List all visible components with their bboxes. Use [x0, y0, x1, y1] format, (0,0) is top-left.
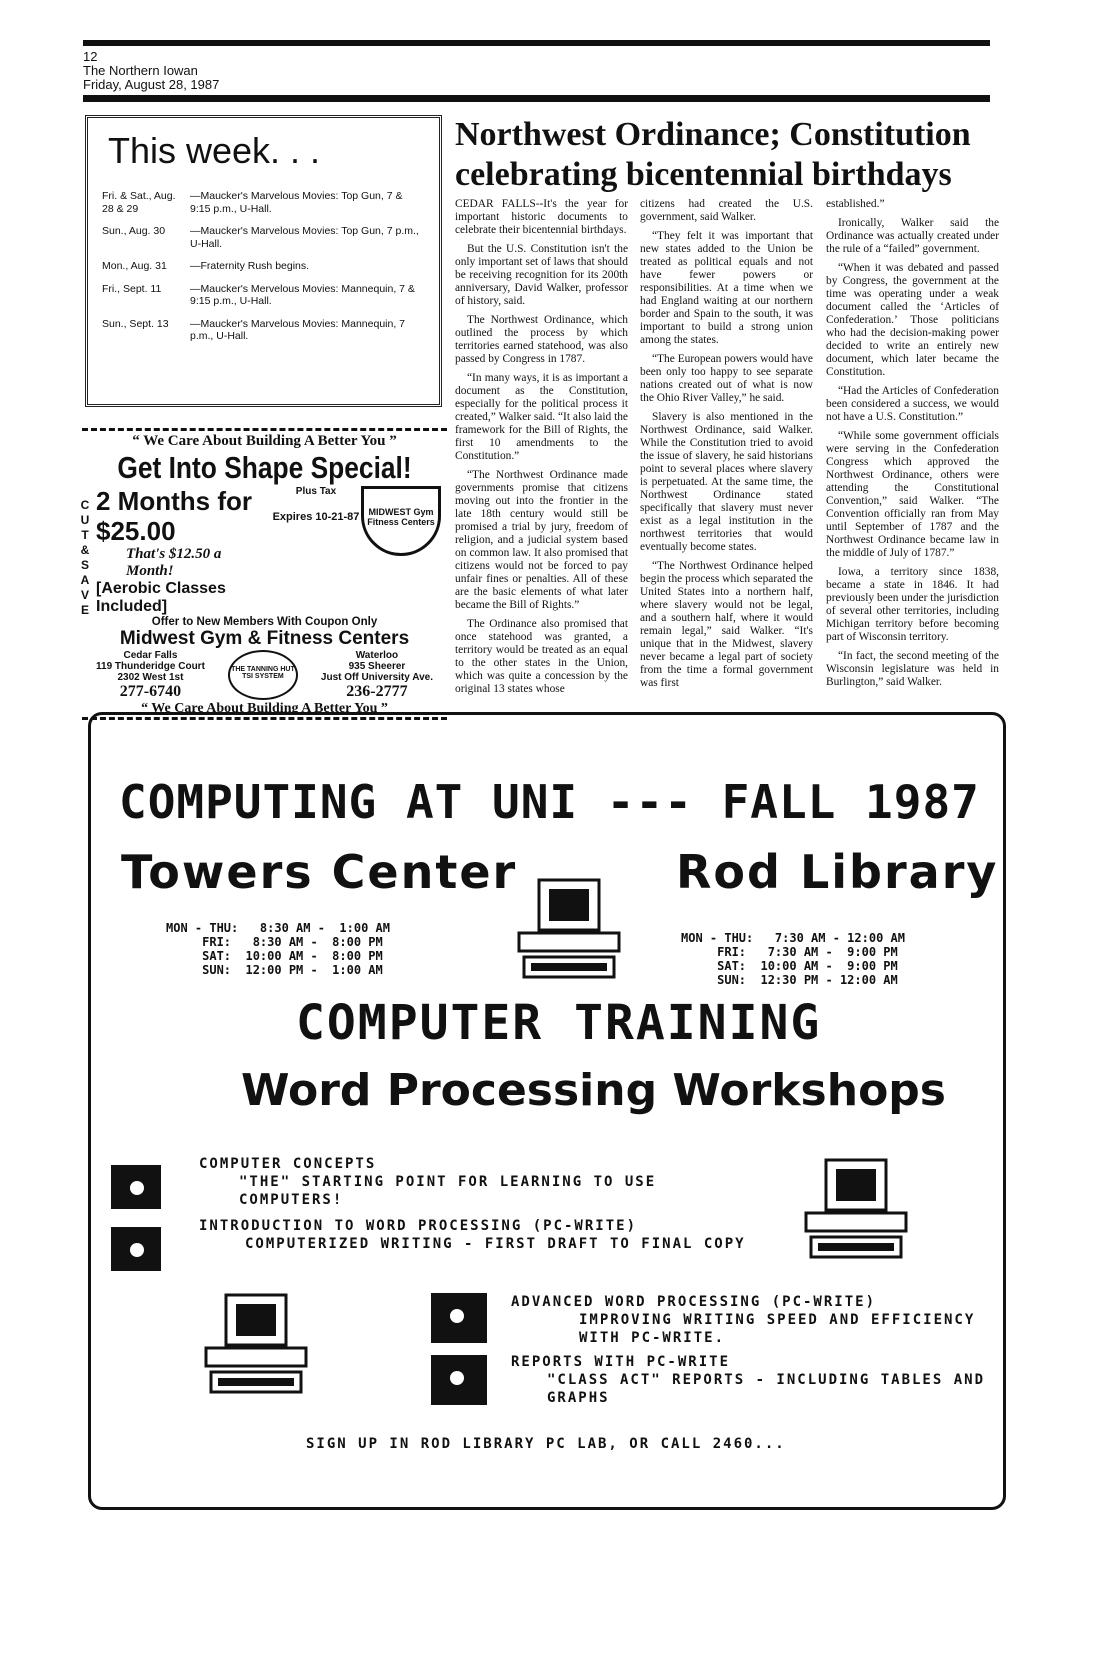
tanning-logo: THE TANNING HUT TSI SYSTEM: [228, 650, 298, 700]
article-paragraph: “The European powers would have been only too happy to see separate nations created out of what is now the Ohio River Valley,” he said.: [640, 353, 813, 404]
article-paragraph: Slavery is also mentioned in the Northwest Ordinance, said Walker. While the Constitution tried to avoid the issue of slavery, he said historians point to several places where slavery is perpetuated. At the same time, the Northwest Ordinance stated specifically that slavery must never exist as a legal institution in the northwest territories that would eventually become states.: [640, 411, 813, 553]
gym-plus-tax: Plus Tax: [295, 486, 337, 497]
course-4-title: REPORTS WITH PC-WRITE: [511, 1354, 731, 1370]
floppy-disk-icon: [431, 1293, 487, 1343]
towers-hours: MON - THU: 8:30 AM - 1:00 AM FRI: 8:30 AM - 8:00 PM SAT: 10:00 AM - 8:00 PM SUN: 12:00 PM - 1:00 AM: [166, 921, 390, 977]
floppy-disk-icon: [431, 1355, 487, 1405]
article-paragraph: “The Northwest Ordinance helped begin the process which separated the United States into a northern half, where slavery would not be legal, and a southern half, where it would remain legal,” said Walker. “It's unique that in the Midwest, slavery never became a legal part of society from the time a formal government was first: [640, 560, 813, 689]
computer-icon: [509, 875, 629, 985]
gym-name: Midwest Gym & Fitness Centers: [119, 628, 410, 649]
waterloo-city: Waterloo: [355, 650, 399, 661]
cedar-falls-addr2: 2302 West 1st: [117, 672, 184, 683]
waterloo-addr1: 935 Sheerer: [348, 661, 406, 672]
event-text: —Maucker's Mervelous Movies: Mannequin, 7 & 9:15 p.m., U-Hall.: [190, 282, 415, 307]
cedar-falls-city: Cedar Falls: [123, 650, 178, 661]
computer-training-title: COMPUTER TRAINING: [296, 995, 822, 1051]
article-paragraph: “The Northwest Ordinance made governments promise that citizens moving out into the frontier in the late 18th century would still be promised a trial by jury, freedom of religion, and a judicial system based on common law. It also promised that citizens would not be forced to pay unfair fines or penalties. All of these are the basic elements of what later became the Bill of Rights.”: [455, 469, 628, 611]
floppy-disk-icon: [111, 1165, 161, 1209]
midwest-logo: MIDWEST Gym Fitness Centers: [361, 486, 441, 556]
article-paragraph: Ironically, Walker said the Ordinance was actually created under the rule of a “failed” government.: [826, 217, 999, 255]
gym-coupon-ad: [80, 428, 447, 716]
article-paragraph: established.”: [826, 198, 885, 210]
article-paragraph: “When it was debated and passed by Congress, the government at the time was operating under a weak document called the ‘Articles of Confederation.’ Those politicians who had the decision-making power decided to write an entirely new document, which later became the Constitution.: [826, 262, 999, 378]
article-paragraph: “In fact, the second meeting of the Wisconsin legislature was held in Burlington,” said Walker.: [826, 650, 999, 688]
this-week-title: This week. . .: [108, 130, 321, 171]
computer-icon: [196, 1290, 316, 1400]
course-3-desc: IMPROVING WRITING SPEED AND EFFICIENCY WITH PC-WRITE.: [579, 1312, 976, 1346]
article-paragraph: “While some government officials were serving in the Confederation Congress which approved the Northwest Ordinance, others were attending the Constitutional Convention,” said Walker. “The Convention officially ran from May until September of 1787 and the Northwest Ordinance became law in the middle of July of 1787.”: [826, 430, 999, 559]
page-number: 12: [83, 49, 98, 64]
gym-headline: Get Into Shape Special!: [117, 450, 412, 485]
article-column-1: [455, 198, 628, 713]
waterloo-phone: 236-2777: [346, 683, 408, 700]
signup-text: SIGN UP IN ROD LIBRARY PC LAB, OR CALL 2460...: [306, 1436, 786, 1452]
course-4-desc: "CLASS ACT" REPORTS - INCLUDING TABLES AND GRAPHS: [547, 1372, 986, 1406]
article-paragraph: “In many ways, it is as important a document as the Constitution, especially for the political process it created,” Walker said. “It also laid the framework for the Bill of Rights, the first 10 amendments to the Constitution.”: [455, 372, 628, 462]
article-column-3: [826, 198, 999, 713]
issue-date: Friday, August 28, 1987: [83, 77, 220, 92]
article-paragraph: “They felt it was important that new states added to the Union be treated as political equals and not have fewer powers or responsibilities. At a time when we had England waiting at our northern border and Spain to the south, it was important to build a strong union among the states.: [640, 230, 813, 346]
event-date: Sun., Aug. 30: [102, 225, 166, 237]
this-week-box: [85, 115, 442, 407]
course-2-title: INTRODUCTION TO WORD PROCESSING (PC-WRITE): [199, 1218, 638, 1234]
gym-aerobic: [Aerobic Classes Included]: [96, 580, 226, 615]
towers-center-title: Towers Center: [121, 845, 518, 899]
event-date: Fri., Sept. 11: [102, 282, 162, 295]
floppy-disk-icon: [111, 1227, 161, 1271]
event-row: [102, 225, 425, 250]
event-text: —Fraternity Rush begins.: [190, 260, 310, 272]
course-1-title: COMPUTER CONCEPTS: [199, 1156, 377, 1172]
event-text: —Maucker's Marvelous Movies: Top Gun, 7 p.m., U-Hall.: [190, 225, 419, 250]
article-paragraph: The Ordinance also promised that once statehood was granted, a territory would be treated as an equal to the other states in the Union, which was quite a concession by the original 13 states whose: [455, 618, 628, 695]
course-3-title: ADVANCED WORD PROCESSING (PC-WRITE): [511, 1294, 877, 1310]
article-paragraph: But the U.S. Constitution isn't the only important set of laws that should be receiving recognition for its 200th anniversary, David Walker, professor of history, said.: [455, 243, 628, 307]
workshops-title: Word Processing Workshops: [241, 1065, 946, 1116]
gym-per-month: That's $12.50 a Month!: [126, 546, 222, 579]
gym-expires: Expires 10-21-87: [272, 511, 360, 523]
article-column-2: [640, 198, 813, 713]
rod-hours: MON - THU: 7:30 AM - 12:00 AM FRI: 7:30 AM - 9:00 PM SAT: 10:00 AM - 9:00 PM SUN: 12:30 PM - 12:00 AM: [681, 931, 905, 987]
article-paragraph: The Northwest Ordinance, which outlined the process by which territories earned statehood, was also passed by Congress in 1787.: [455, 314, 628, 365]
top-rule: [83, 40, 990, 46]
rod-library-title: Rod Library: [676, 845, 999, 899]
article-paragraph: Iowa, a territory since 1838, became a state in 1846. It had previously been under the jurisdiction of several other territories, including Michigan territory before becoming part of Wisconsin territory.: [826, 566, 999, 643]
page-header: [83, 50, 219, 92]
article-paragraph: citizens had created the U.S. government, said Walker.: [640, 198, 813, 223]
event-date: Sun., Sept. 13: [102, 317, 169, 330]
event-date: Mon., Aug. 31: [102, 260, 167, 272]
event-row: [102, 318, 425, 343]
article-paragraph: CEDAR FALLS--It's the year for important historic documents to celebrate their bicentennial birthdays.: [455, 198, 628, 236]
waterloo-addr2: Just Off University Ave.: [320, 672, 433, 683]
computer-icon: [796, 1155, 916, 1265]
cedar-falls-addr1: 119 Thunderidge Court: [96, 661, 205, 672]
computing-title: COMPUTING AT UNI --- FALL 1987: [119, 775, 980, 829]
header-rule: [83, 95, 990, 102]
paper-name: The Northern Iowan: [83, 63, 198, 78]
event-date: Fri. & Sat., Aug. 28 & 29: [102, 190, 176, 215]
gym-slogan-bottom: “ We Care About Building A Better You ”: [82, 701, 447, 720]
cut-and-save-label: CUT & SAVE: [80, 498, 90, 617]
course-2-desc: COMPUTERIZED WRITING - FIRST DRAFT TO FINAL COPY: [245, 1236, 746, 1252]
gym-offer: 2 Months for $25.00: [96, 486, 252, 546]
article-headline: Northwest Ordinance; Constitution celebrating bicentennial birthdays: [455, 116, 971, 193]
event-text: —Maucker's Marvelous Movies: Mannequin, 7 p.m., U-Hall.: [190, 317, 406, 342]
event-row: [102, 283, 425, 308]
gym-slogan: “ We Care About Building A Better You ”: [82, 428, 447, 450]
event-row: [102, 260, 425, 273]
course-1-desc: "THE" STARTING POINT FOR LEARNING TO USE COMPUTERS!: [239, 1174, 657, 1208]
article-paragraph: “Had the Articles of Confederation been considered a success, we would not have a U.S. Constitution.”: [826, 385, 999, 423]
computing-ad: [88, 712, 1006, 1510]
gym-new-members: Offer to New Members With Coupon Only: [151, 616, 378, 628]
cedar-falls-phone: 277-6740: [119, 683, 182, 700]
event-text: —Maucker's Marvelous Movies: Top Gun, 7 & 9:15 p.m., U-Hall.: [190, 190, 403, 215]
event-row: [102, 190, 425, 215]
